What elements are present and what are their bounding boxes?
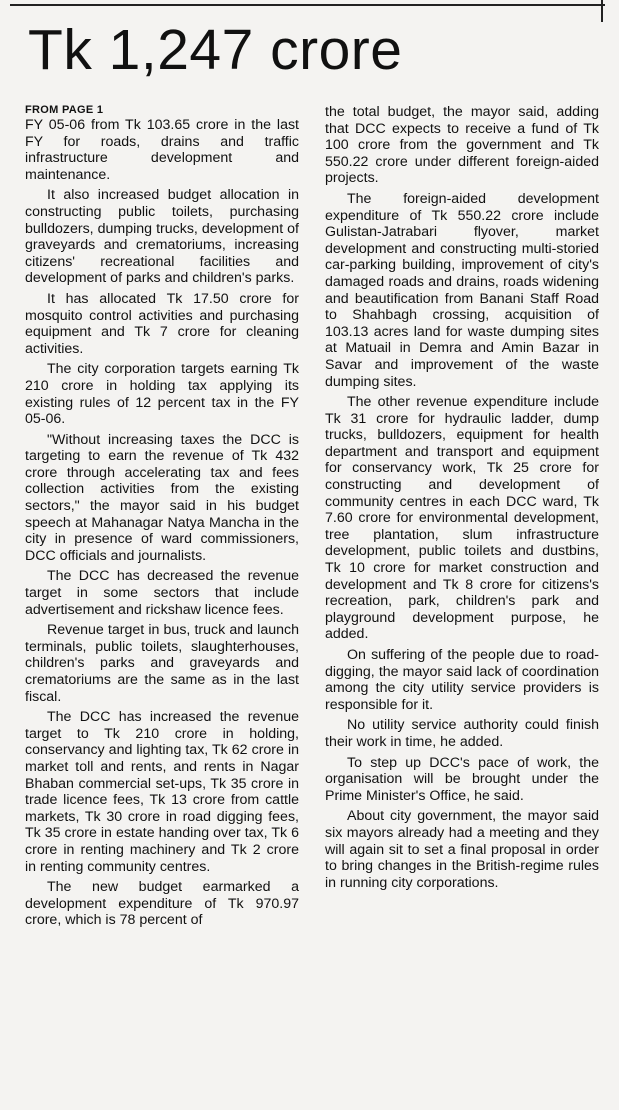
paragraph: On suffering of the people due to road-digging, the mayor said lack of coordination among the city utility service providers is responsible for it.: [325, 647, 599, 713]
paragraph: It also increased budget allocation in constructing public toilets, purchasing bulldozers, dumping trucks, development of graveyards and crematoriums, increasing citizens' recreational facilities and development of parks and children's parks.: [25, 187, 299, 287]
paragraph: The foreign-aided development expenditure of Tk 550.22 crore include Gulistan-Jatrabari flyover, market development and constructing multi-storied car-parking building, improvement of city's damaged roads and drains, roads widening and beautification from Banani Staff Road to Shahbagh crossing, acquisition of 103.13 acres land for waste dumping sites at Matuail in Demra and Amin Bazar in Savar and improvement of the waste dumping sites.: [325, 190, 599, 390]
paragraph: No utility service authority could finish their work in time, he added.: [325, 717, 599, 750]
top-rule: [10, 4, 605, 6]
paragraph: "Without increasing taxes the DCC is targeting to earn the revenue of Tk 432 crore through accelerating tax and fees collection activities from the existing sectors," the mayor said in his budget speech at Mahanagar Natya Mancha in the city in presence of ward commissioners, DCC officials and journalists.: [25, 431, 299, 564]
paragraph: The city corporation targets earning Tk 210 crore in holding tax applying its existing rules of 12 percent tax in the FY 05-06.: [25, 361, 299, 428]
paragraph: To step up DCC's pace of work, the organisation will be brought under the Prime Minister's Office, he said.: [325, 754, 599, 804]
paragraph: The DCC has decreased the revenue target in some sectors that include advertisement and rickshaw licence fees.: [25, 568, 299, 618]
right-column: [325, 104, 599, 895]
headline: Tk 1,247 crore: [28, 18, 403, 82]
paragraph: The new budget earmarked a development expenditure of Tk 970.97 crore, which is 78 percent of: [25, 879, 299, 929]
paragraph: FY 05-06 from Tk 103.65 crore in the last FY for roads, drains and traffic infrastructure development and maintenance.: [25, 117, 299, 183]
paragraph: the total budget, the mayor said, adding that DCC expects to receive a fund of Tk 100 crore from the government and Tk 550.22 crore under different foreign-aided projects.: [325, 104, 599, 187]
paragraph: The DCC has increased the revenue target to Tk 210 crore in holding, conservancy and lighting tax, Tk 62 crore in market toll and rents, and rents in Nagar Bhaban commercial set-ups, Tk 35 crore in trade licence fees, Tk 13 crore from cattle markets, Tk 30 crore in road digging fees, Tk 35 crore in estate handing over tax, Tk 6 crore in renting machinery and Tk 2 crore in renting community centres.: [25, 709, 299, 875]
dateline: FROM PAGE 1: [25, 104, 104, 116]
left-column: [25, 104, 299, 933]
paragraph: The other revenue expenditure include Tk 31 crore for hydraulic ladder, dump trucks, bulldozers, equipment for health department and transport and equipment for conservancy work, Tk 25 crore for constructing and development of community centres in each DCC ward, Tk 7.60 crore for environmental development, tree plantation, slum infrastructure development, public toilets and dustbins, Tk 10 crore for market construction and development and Tk 8 crore for citizens's recreation, park, children's park and playground development purpose, he added.: [325, 394, 599, 643]
paragraph: About city government, the mayor said six mayors already had a meeting and they will again sit to set a final proposal in order to bring changes in the British-regime rules in running city corporations.: [325, 808, 599, 891]
paragraph: It has allocated Tk 17.50 crore for mosquito control activities and purchasing equipment and Tk 7 crore for cleaning activities.: [25, 290, 299, 357]
paragraph: Revenue target in bus, truck and launch terminals, public toilets, slaughterhouses, children's parks and graveyards and crematoriums are the same as in the last fiscal.: [25, 622, 299, 705]
column-rule: [601, 0, 603, 22]
